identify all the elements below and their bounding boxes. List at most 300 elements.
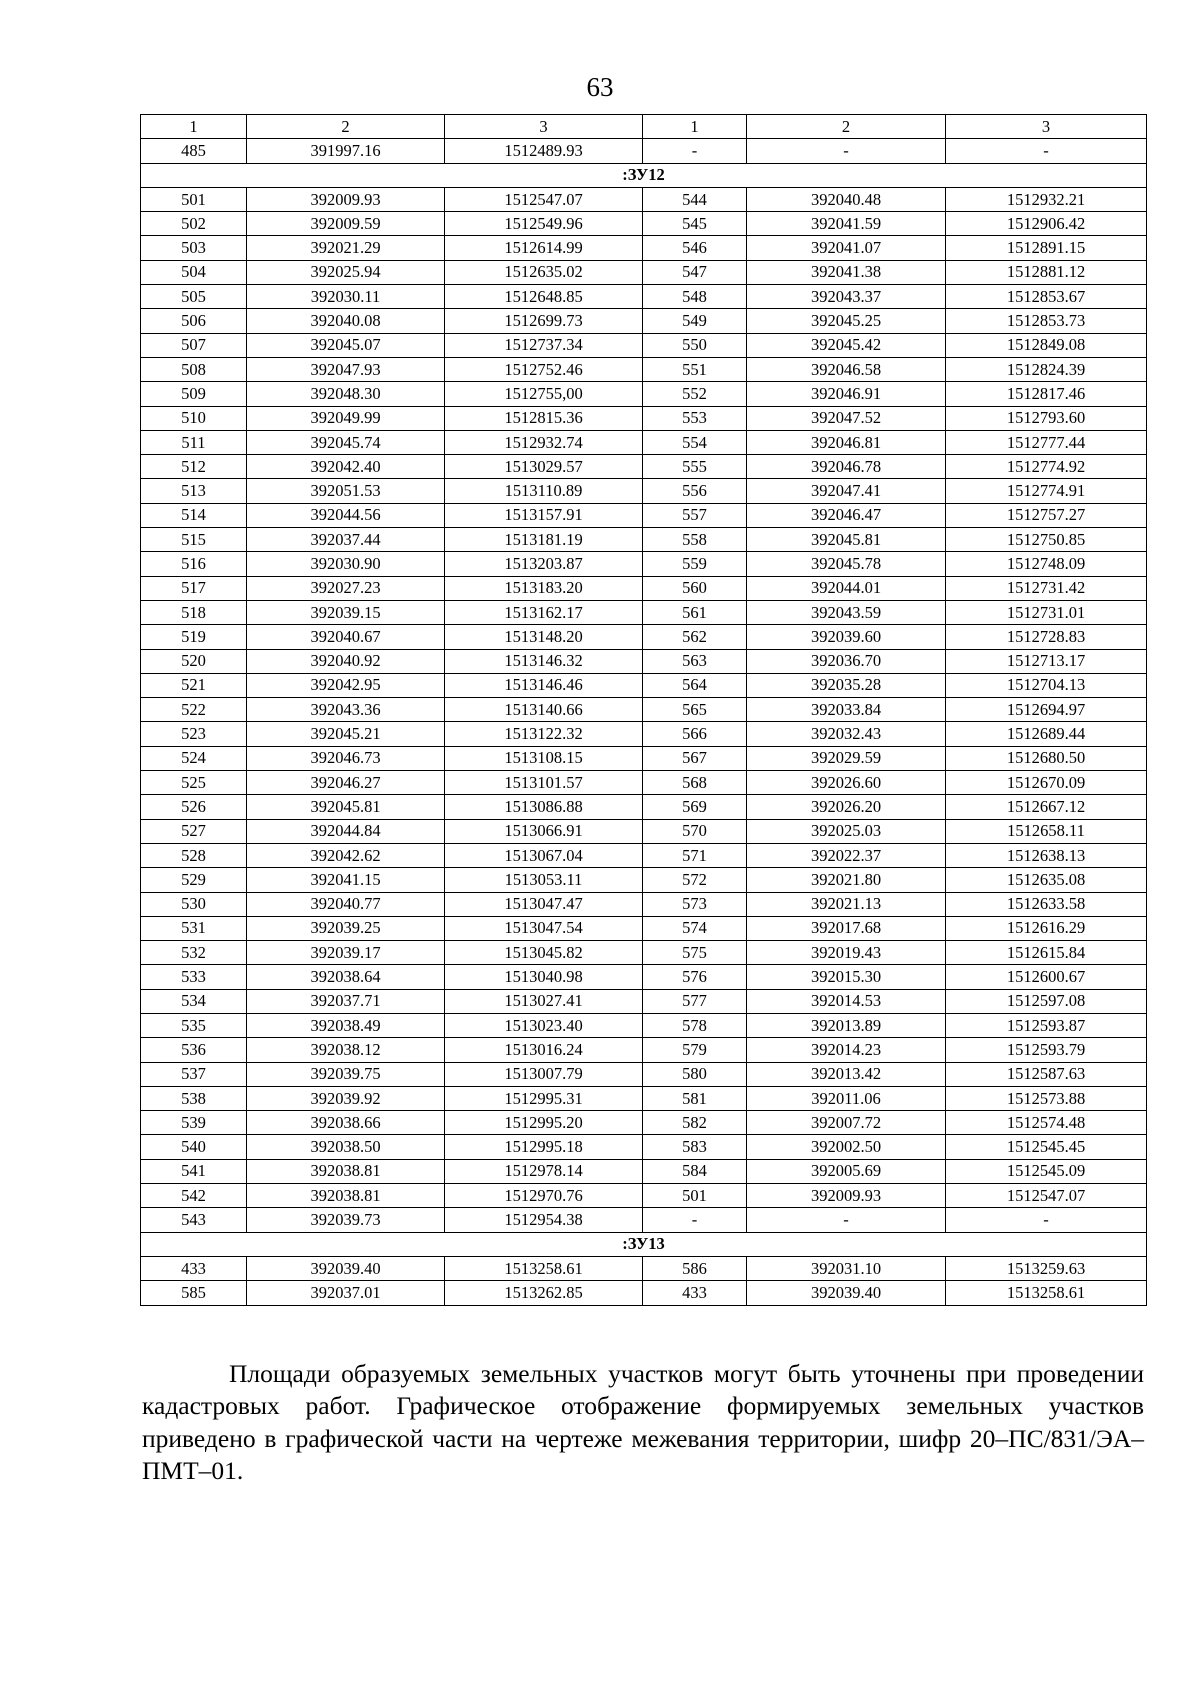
table-cell: 392025.03 <box>747 819 946 843</box>
table-row <box>141 1062 1147 1086</box>
table-cell: 1512593.79 <box>946 1038 1147 1062</box>
table-cell: 1512573.88 <box>946 1086 1147 1110</box>
table-cell: 1513086.88 <box>445 795 643 819</box>
table-cell: 508 <box>141 357 247 381</box>
table-cell: 556 <box>643 479 747 503</box>
table-cell: 543 <box>141 1208 247 1232</box>
table-cell: 392044.01 <box>747 576 946 600</box>
table-cell: 515 <box>141 528 247 552</box>
table-cell: 392009.59 <box>247 212 445 236</box>
table-cell: 1513040.98 <box>445 965 643 989</box>
table-cell: 564 <box>643 673 747 697</box>
table-cell: 392002.50 <box>747 1135 946 1159</box>
table-cell: 538 <box>141 1086 247 1110</box>
table-cell: 392046.81 <box>747 430 946 454</box>
table-cell: 392013.42 <box>747 1062 946 1086</box>
table-cell: 555 <box>643 455 747 479</box>
table-cell: 392039.73 <box>247 1208 445 1232</box>
table-cell: 507 <box>141 333 247 357</box>
table-cell: 392041.15 <box>247 868 445 892</box>
table-row <box>141 1208 1147 1232</box>
table-row <box>141 965 1147 989</box>
table-cell: 580 <box>643 1062 747 1086</box>
table-cell: 537 <box>141 1062 247 1086</box>
table-cell: 1512932.21 <box>946 187 1147 211</box>
table-row <box>141 941 1147 965</box>
table-cell: 433 <box>643 1281 747 1305</box>
table-row <box>141 382 1147 406</box>
table-cell: 1512593.87 <box>946 1013 1147 1037</box>
table-row <box>141 479 1147 503</box>
table-cell: 392029.59 <box>747 746 946 770</box>
table-cell: 1513183.20 <box>445 576 643 600</box>
table-cell: 535 <box>141 1013 247 1037</box>
table-cell: 1512817.46 <box>946 382 1147 406</box>
table-cell: 392046.73 <box>247 746 445 770</box>
table-cell: 1512699.73 <box>445 309 643 333</box>
table-cell: - <box>643 1208 747 1232</box>
table-cell: 1513122.32 <box>445 722 643 746</box>
table-cell: 392036.70 <box>747 649 946 673</box>
table-cell: 1513101.57 <box>445 771 643 795</box>
table-cell: 1512853.73 <box>946 309 1147 333</box>
table-cell: 392037.01 <box>247 1281 445 1305</box>
body-paragraph: Площади образуемых земельных участков могут быть уточнены при проведении кадастровых работ. Графическое отображение формируемых земельных участков приведено в графической части на чертеже межевания территории, шифр 20–ПС/831/ЭА–ПМТ–01. <box>142 1359 1144 1485</box>
table-cell: 569 <box>643 795 747 819</box>
table-cell: 392045.21 <box>247 722 445 746</box>
table-cell: 528 <box>141 843 247 867</box>
table-cell: 1512648.85 <box>445 285 643 309</box>
table-cell: 1513007.79 <box>445 1062 643 1086</box>
table-cell: 392014.23 <box>747 1038 946 1062</box>
table-cell: 1512670.09 <box>946 771 1147 795</box>
table-cell: 392017.68 <box>747 916 946 940</box>
table-cell: 392038.81 <box>247 1159 445 1183</box>
table-cell: 1512667.12 <box>946 795 1147 819</box>
coordinates-table <box>140 114 1147 1306</box>
table-cell: 392039.75 <box>247 1062 445 1086</box>
table-cell: 1512713.17 <box>946 649 1147 673</box>
table-row <box>141 528 1147 552</box>
table-cell: - <box>946 1208 1147 1232</box>
table-cell: 1513110.89 <box>445 479 643 503</box>
table-cell: 551 <box>643 357 747 381</box>
table-row <box>141 285 1147 309</box>
table-cell: 578 <box>643 1013 747 1037</box>
table-cell: 1512737.34 <box>445 333 643 357</box>
table-cell: 501 <box>643 1184 747 1208</box>
table-cell: 392011.06 <box>747 1086 946 1110</box>
table-cell: 582 <box>643 1111 747 1135</box>
table-cell: 1513029.57 <box>445 455 643 479</box>
table-cell: 570 <box>643 819 747 843</box>
table-cell: 505 <box>141 285 247 309</box>
table-cell: 392039.17 <box>247 941 445 965</box>
table-row <box>141 722 1147 746</box>
table-cell: 1512995.18 <box>445 1135 643 1159</box>
column-header: 1 <box>643 115 747 139</box>
table-cell: 1512658.11 <box>946 819 1147 843</box>
table-cell: 392037.44 <box>247 528 445 552</box>
table-cell: 510 <box>141 406 247 430</box>
table-cell: 1513140.66 <box>445 698 643 722</box>
table-row <box>141 576 1147 600</box>
table-cell: 524 <box>141 746 247 770</box>
table-cell: 1513259.63 <box>946 1256 1147 1280</box>
table-cell: 1512615.84 <box>946 941 1147 965</box>
table-cell: 392046.91 <box>747 382 946 406</box>
table-cell: 1512995.20 <box>445 1111 643 1135</box>
table-row <box>141 1281 1147 1305</box>
table-cell: 584 <box>643 1159 747 1183</box>
table-cell: 1512954.38 <box>445 1208 643 1232</box>
table-cell: 567 <box>643 746 747 770</box>
table-cell: 517 <box>141 576 247 600</box>
table-cell: 1513148.20 <box>445 625 643 649</box>
table-cell: 1512824.39 <box>946 357 1147 381</box>
column-header: 2 <box>747 115 946 139</box>
table-row <box>141 771 1147 795</box>
table-cell: 392045.42 <box>747 333 946 357</box>
table-cell: 534 <box>141 989 247 1013</box>
table-cell: 392038.12 <box>247 1038 445 1062</box>
table-cell: 1512635.08 <box>946 868 1147 892</box>
table-cell: 525 <box>141 771 247 795</box>
table-cell: 511 <box>141 430 247 454</box>
table-cell: 509 <box>141 382 247 406</box>
table-cell: 392051.53 <box>247 479 445 503</box>
table-cell: 1513047.54 <box>445 916 643 940</box>
table-cell: 392038.66 <box>247 1111 445 1135</box>
table-cell: 392025.94 <box>247 260 445 284</box>
table-cell: 512 <box>141 455 247 479</box>
table-cell: - <box>747 139 946 163</box>
table-cell: 1513162.17 <box>445 600 643 624</box>
table-cell: 392037.71 <box>247 989 445 1013</box>
table-cell: 392021.13 <box>747 892 946 916</box>
table-row <box>141 1184 1147 1208</box>
table-cell: 550 <box>643 333 747 357</box>
table-cell: 392047.52 <box>747 406 946 430</box>
table-cell: 575 <box>643 941 747 965</box>
table-row <box>141 1256 1147 1280</box>
table-cell: 514 <box>141 503 247 527</box>
table-cell: 558 <box>643 528 747 552</box>
table-cell: 1512748.09 <box>946 552 1147 576</box>
table-cell: 552 <box>643 382 747 406</box>
table-row <box>141 843 1147 867</box>
table-cell: 392030.11 <box>247 285 445 309</box>
table-cell: 392049.99 <box>247 406 445 430</box>
table-cell: 527 <box>141 819 247 843</box>
table-cell: 559 <box>643 552 747 576</box>
table-cell: 392030.90 <box>247 552 445 576</box>
table-cell: 1512574.48 <box>946 1111 1147 1135</box>
table-cell: 392039.60 <box>747 625 946 649</box>
table-cell: 531 <box>141 916 247 940</box>
table-cell: 502 <box>141 212 247 236</box>
table-row <box>141 1135 1147 1159</box>
table-cell: 392026.20 <box>747 795 946 819</box>
section-title: :ЗУ12 <box>141 163 1147 187</box>
table-cell: 392027.23 <box>247 576 445 600</box>
table-cell: 392041.38 <box>747 260 946 284</box>
table-cell: 485 <box>141 139 247 163</box>
table-cell: 392042.95 <box>247 673 445 697</box>
table-cell: 392042.40 <box>247 455 445 479</box>
table-cell: 392046.47 <box>747 503 946 527</box>
table-row <box>141 892 1147 916</box>
table-cell: 1512978.14 <box>445 1159 643 1183</box>
table-cell: 392009.93 <box>747 1184 946 1208</box>
table-cell: 392040.48 <box>747 187 946 211</box>
table-cell: 565 <box>643 698 747 722</box>
table-cell: 501 <box>141 187 247 211</box>
table-cell: 1512597.08 <box>946 989 1147 1013</box>
table-cell: 520 <box>141 649 247 673</box>
table-cell: 1513262.85 <box>445 1281 643 1305</box>
table-cell: 392033.84 <box>747 698 946 722</box>
table-row <box>141 333 1147 357</box>
table-cell: 392045.74 <box>247 430 445 454</box>
table-row <box>141 868 1147 892</box>
table-cell: 392005.69 <box>747 1159 946 1183</box>
table-cell: 392038.49 <box>247 1013 445 1037</box>
table-cell: 1512545.45 <box>946 1135 1147 1159</box>
table-cell: 577 <box>643 989 747 1013</box>
table-cell: 392021.29 <box>247 236 445 260</box>
table-cell: 392047.93 <box>247 357 445 381</box>
table-cell: 548 <box>643 285 747 309</box>
table-cell: 586 <box>643 1256 747 1280</box>
table-cell: 392040.08 <box>247 309 445 333</box>
section-title: :ЗУ13 <box>141 1232 1147 1256</box>
table-cell: 1513047.47 <box>445 892 643 916</box>
table-cell: 1512932.74 <box>445 430 643 454</box>
table-cell: 579 <box>643 1038 747 1062</box>
table-cell: 1512731.42 <box>946 576 1147 600</box>
table-cell: 536 <box>141 1038 247 1062</box>
table-row <box>141 1111 1147 1135</box>
table-cell: 504 <box>141 260 247 284</box>
table-cell: 546 <box>643 236 747 260</box>
table-cell: 1512731.01 <box>946 600 1147 624</box>
table-cell: 392041.07 <box>747 236 946 260</box>
table-cell: 433 <box>141 1256 247 1280</box>
table-cell: 563 <box>643 649 747 673</box>
table-cell: 1512906.42 <box>946 212 1147 236</box>
table-cell: 540 <box>141 1135 247 1159</box>
table-cell: 392047.41 <box>747 479 946 503</box>
table-row <box>141 1159 1147 1183</box>
table-cell: 1513157.91 <box>445 503 643 527</box>
table-cell: 1513146.32 <box>445 649 643 673</box>
table-cell: 542 <box>141 1184 247 1208</box>
section-header-row <box>141 163 1147 187</box>
table-cell: 1513181.19 <box>445 528 643 552</box>
table-header-row <box>141 115 1147 139</box>
table-cell: 1513258.61 <box>445 1256 643 1280</box>
table-cell: 392048.30 <box>247 382 445 406</box>
table-cell: 1513027.41 <box>445 989 643 1013</box>
table-cell: 392043.36 <box>247 698 445 722</box>
table-row <box>141 212 1147 236</box>
table-cell: 391997.16 <box>247 139 445 163</box>
table-cell: 1512853.67 <box>946 285 1147 309</box>
table-cell: 526 <box>141 795 247 819</box>
section-header-row <box>141 1232 1147 1256</box>
table-cell: 1512995.31 <box>445 1086 643 1110</box>
table-cell: 1512549.96 <box>445 212 643 236</box>
table-cell: 392019.43 <box>747 941 946 965</box>
table-cell: 554 <box>643 430 747 454</box>
table-cell: 392014.53 <box>747 989 946 1013</box>
table-cell: 523 <box>141 722 247 746</box>
table-cell: 392035.28 <box>747 673 946 697</box>
table-cell: 1513067.04 <box>445 843 643 867</box>
table-row <box>141 649 1147 673</box>
table-cell: 1512757.27 <box>946 503 1147 527</box>
table-cell: 513 <box>141 479 247 503</box>
table-cell: 572 <box>643 868 747 892</box>
table-cell: 392041.59 <box>747 212 946 236</box>
table-cell: 553 <box>643 406 747 430</box>
table-cell: 392044.56 <box>247 503 445 527</box>
table-cell: 392026.60 <box>747 771 946 795</box>
table-cell: 560 <box>643 576 747 600</box>
table-cell: 392044.84 <box>247 819 445 843</box>
table-cell: 1513016.24 <box>445 1038 643 1062</box>
table-cell: 1513045.82 <box>445 941 643 965</box>
table-cell: 392046.78 <box>747 455 946 479</box>
table-cell: 392045.78 <box>747 552 946 576</box>
table-cell: 1512547.07 <box>445 187 643 211</box>
table-cell: 568 <box>643 771 747 795</box>
table-row <box>141 260 1147 284</box>
table-cell: 1512600.67 <box>946 965 1147 989</box>
table-cell: 1512545.09 <box>946 1159 1147 1183</box>
table-cell: 392040.92 <box>247 649 445 673</box>
table-cell: 1512587.63 <box>946 1062 1147 1086</box>
table-cell: 562 <box>643 625 747 649</box>
table-cell: 1512728.83 <box>946 625 1147 649</box>
table-cell: 521 <box>141 673 247 697</box>
table-row <box>141 1013 1147 1037</box>
table-cell: 518 <box>141 600 247 624</box>
table-row <box>141 139 1147 163</box>
table-cell: 392031.10 <box>747 1256 946 1280</box>
table-row <box>141 187 1147 211</box>
table-row <box>141 989 1147 1013</box>
table-cell: 392040.77 <box>247 892 445 916</box>
table-cell: 1513053.11 <box>445 868 643 892</box>
table-cell: 1512774.91 <box>946 479 1147 503</box>
table-row <box>141 698 1147 722</box>
column-header: 2 <box>247 115 445 139</box>
table-cell: 1512891.15 <box>946 236 1147 260</box>
table-cell: 392009.93 <box>247 187 445 211</box>
table-row <box>141 430 1147 454</box>
table-cell: 392038.50 <box>247 1135 445 1159</box>
table-cell: 1512689.44 <box>946 722 1147 746</box>
table-cell: 506 <box>141 309 247 333</box>
table-cell: 392013.89 <box>747 1013 946 1037</box>
table-cell: 392045.81 <box>747 528 946 552</box>
table-cell: 547 <box>643 260 747 284</box>
table-cell: 516 <box>141 552 247 576</box>
table-cell: 557 <box>643 503 747 527</box>
table-cell: 1513258.61 <box>946 1281 1147 1305</box>
table-cell: 1512777.44 <box>946 430 1147 454</box>
table-cell: 539 <box>141 1111 247 1135</box>
table-cell: 541 <box>141 1159 247 1183</box>
table-cell: 1512755,00 <box>445 382 643 406</box>
table-row <box>141 503 1147 527</box>
table-cell: - <box>747 1208 946 1232</box>
table-cell: 392039.40 <box>747 1281 946 1305</box>
table-row <box>141 236 1147 260</box>
table-row <box>141 552 1147 576</box>
table-cell: 573 <box>643 892 747 916</box>
table-cell: 566 <box>643 722 747 746</box>
table-cell: 392038.81 <box>247 1184 445 1208</box>
table-cell: 1513023.40 <box>445 1013 643 1037</box>
table-cell: 392007.72 <box>747 1111 946 1135</box>
table-row <box>141 916 1147 940</box>
table-cell: 1512793.60 <box>946 406 1147 430</box>
table-cell: 1512849.08 <box>946 333 1147 357</box>
table-cell: 532 <box>141 941 247 965</box>
table-cell: 1512547.07 <box>946 1184 1147 1208</box>
table-cell: 1512881.12 <box>946 260 1147 284</box>
table-cell: 392046.58 <box>747 357 946 381</box>
table-cell: 392032.43 <box>747 722 946 746</box>
table-cell: 1512680.50 <box>946 746 1147 770</box>
table-cell: 392022.37 <box>747 843 946 867</box>
table-row <box>141 795 1147 819</box>
table-cell: 392039.40 <box>247 1256 445 1280</box>
table-cell: 1512616.29 <box>946 916 1147 940</box>
table-cell: 392045.25 <box>747 309 946 333</box>
column-header: 1 <box>141 115 247 139</box>
table-cell: 545 <box>643 212 747 236</box>
table-cell: 583 <box>643 1135 747 1159</box>
table-cell: 392043.37 <box>747 285 946 309</box>
table-cell: 533 <box>141 965 247 989</box>
table-cell: 392039.92 <box>247 1086 445 1110</box>
table-cell: 1512774.92 <box>946 455 1147 479</box>
table-cell: 392045.07 <box>247 333 445 357</box>
table-cell: 392043.59 <box>747 600 946 624</box>
table-cell: 392046.27 <box>247 771 445 795</box>
page-number: 63 <box>586 72 614 102</box>
table-cell: 1512614.99 <box>445 236 643 260</box>
table-cell: 529 <box>141 868 247 892</box>
table-cell: 392021.80 <box>747 868 946 892</box>
table-cell: 1512633.58 <box>946 892 1147 916</box>
table-cell: 544 <box>643 187 747 211</box>
table-cell: 1512638.13 <box>946 843 1147 867</box>
table-cell: 1512694.97 <box>946 698 1147 722</box>
table-cell: 1513146.46 <box>445 673 643 697</box>
table-row <box>141 746 1147 770</box>
table-cell: 392015.30 <box>747 965 946 989</box>
table-row <box>141 600 1147 624</box>
table-cell: 561 <box>643 600 747 624</box>
table-cell: - <box>643 139 747 163</box>
table-cell: 1512704.13 <box>946 673 1147 697</box>
table-cell: 392039.15 <box>247 600 445 624</box>
